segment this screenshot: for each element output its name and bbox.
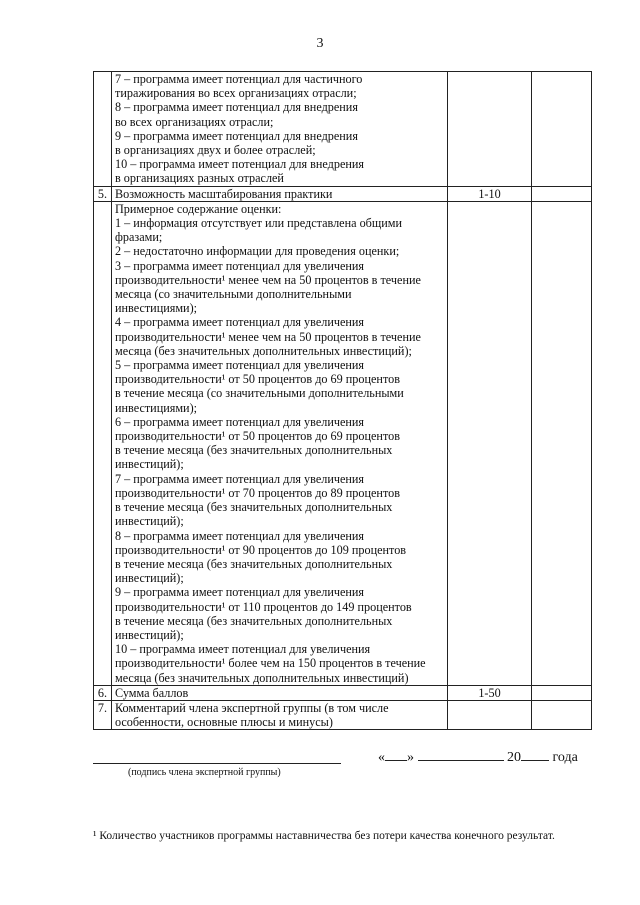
text-line: месяца (со значительными дополнительными xyxy=(115,287,352,302)
text-line: 10 – программа имеет потенциал для внедрения xyxy=(115,157,365,172)
text-line: инвестиций); xyxy=(115,571,184,586)
text-line: Сумма баллов xyxy=(115,685,189,700)
text-line: Примерное содержание оценки: xyxy=(115,201,282,216)
score-cell[interactable] xyxy=(532,700,592,729)
score-range xyxy=(448,72,532,187)
text-line: 4 – программа имеет потенциал для увеличения xyxy=(115,315,365,330)
score-range: 1-50 xyxy=(448,685,532,700)
text-line: производительности¹ менее чем на 50 процентов в течение xyxy=(115,329,421,344)
text-line: производительности¹ от 90 процентов до 109 процентов xyxy=(115,542,407,557)
text-line: 8 – программа имеет потенциал для увеличения xyxy=(115,528,365,543)
text-line: инвестиций); xyxy=(115,514,184,529)
day-blank[interactable] xyxy=(385,748,407,761)
table-row xyxy=(94,186,592,201)
row-number: 7. xyxy=(94,700,112,729)
row-number xyxy=(94,201,112,685)
score-range xyxy=(448,201,532,685)
text-line: Возможность масштабирования практики xyxy=(115,186,333,201)
text-line: производительности¹ от 50 процентов до 69 процентов xyxy=(115,372,400,387)
text-line: 6 – программа имеет потенциал для увеличения xyxy=(115,414,365,429)
text-line: в организациях двух и более отраслей; xyxy=(115,143,316,158)
text-line: в течение месяца (без значительных дополнительных xyxy=(115,500,393,515)
text-line: 3 – программа имеет потенциал для увеличения xyxy=(115,258,365,273)
text-line: в организациях разных отраслей xyxy=(115,171,284,186)
text-line: 10 – программа имеет потенциал для увеличения xyxy=(115,642,371,657)
table-row xyxy=(94,72,592,187)
text-line: 8 – программа имеет потенциал для внедрения xyxy=(115,100,358,115)
text-line: в течение месяца (со значительными дополнительными xyxy=(115,386,404,401)
footnote-text: Количество участников программы наставничества без потери качества конечного результат. xyxy=(99,830,555,842)
signature-line xyxy=(93,763,341,764)
text-line: тиражирования во всех организациях отрасли; xyxy=(115,86,357,101)
text-line: фразами; xyxy=(115,230,163,245)
table-row xyxy=(94,201,592,685)
month-blank[interactable] xyxy=(418,748,504,761)
text-line: месяца (без значительных дополнительных инвестиций) xyxy=(115,670,409,685)
text-line: инвестиций); xyxy=(115,457,184,472)
score-cell[interactable] xyxy=(532,201,592,685)
criterion-text xyxy=(112,685,448,700)
footnote-marker: ¹ xyxy=(93,830,97,842)
close-quote: » xyxy=(407,750,414,765)
text-line: производительности¹ более чем на 150 процентов в течение xyxy=(115,656,426,671)
text-line: инвестициями); xyxy=(115,301,198,316)
score-range xyxy=(448,700,532,729)
score-cell[interactable] xyxy=(532,685,592,700)
year-blank[interactable] xyxy=(521,748,549,761)
year-prefix: 20 xyxy=(507,750,521,765)
text-line: инвестиций); xyxy=(115,627,184,642)
score-cell[interactable] xyxy=(532,186,592,201)
row-number: 6. xyxy=(94,685,112,700)
text-line: месяца (без значительных дополнительных инвестиций); xyxy=(115,343,412,358)
text-line: в течение месяца (без значительных дополнительных xyxy=(115,443,393,458)
table-row xyxy=(94,685,592,700)
page-number: 3 xyxy=(316,36,324,51)
criterion-text xyxy=(112,186,448,201)
criterion-text xyxy=(112,201,448,685)
open-quote: « xyxy=(378,750,385,765)
text-line: особенности, основные плюсы и минусы) xyxy=(115,715,333,730)
criterion-text xyxy=(112,72,448,187)
row-number xyxy=(94,72,112,187)
text-line: во всех организациях отрасли; xyxy=(115,114,274,129)
criteria-table xyxy=(93,71,592,730)
text-line: 5 – программа имеет потенциал для увеличения xyxy=(115,358,365,373)
text-line: в течение месяца (без значительных дополнительных xyxy=(115,613,393,628)
text-line: Комментарий члена экспертной группы (в том числе xyxy=(115,700,389,715)
row-number: 5. xyxy=(94,186,112,201)
text-line: производительности¹ от 50 процентов до 69 процентов xyxy=(115,429,400,444)
text-line: производительности¹ от 110 процентов до 149 процентов xyxy=(115,599,412,614)
text-line: 7 – программа имеет потенциал для увеличения xyxy=(115,471,365,486)
text-line: производительности¹ менее чем на 50 процентов в течение xyxy=(115,272,421,287)
text-line: 2 – недостаточно информации для проведения оценки; xyxy=(115,244,400,259)
text-line: в течение месяца (без значительных дополнительных xyxy=(115,556,393,571)
text-line: 7 – программа имеет потенциал для частичного xyxy=(115,72,363,86)
date-field xyxy=(378,748,578,766)
table-row xyxy=(94,700,592,729)
text-line: 9 – программа имеет потенциал для внедрения xyxy=(115,128,358,143)
text-line: 1 – информация отсутствует или представлена общими xyxy=(115,216,403,231)
year-suffix: года xyxy=(552,750,578,765)
footnote xyxy=(93,830,613,842)
text-line: 9 – программа имеет потенциал для увеличения xyxy=(115,585,365,600)
text-line: производительности¹ от 70 процентов до 89 процентов xyxy=(115,485,400,500)
score-range: 1-10 xyxy=(448,186,532,201)
text-line: инвестициями); xyxy=(115,400,198,415)
criterion-text xyxy=(112,700,448,729)
signature-caption: (подпись члена экспертной группы) xyxy=(128,767,281,778)
score-cell[interactable] xyxy=(532,72,592,187)
